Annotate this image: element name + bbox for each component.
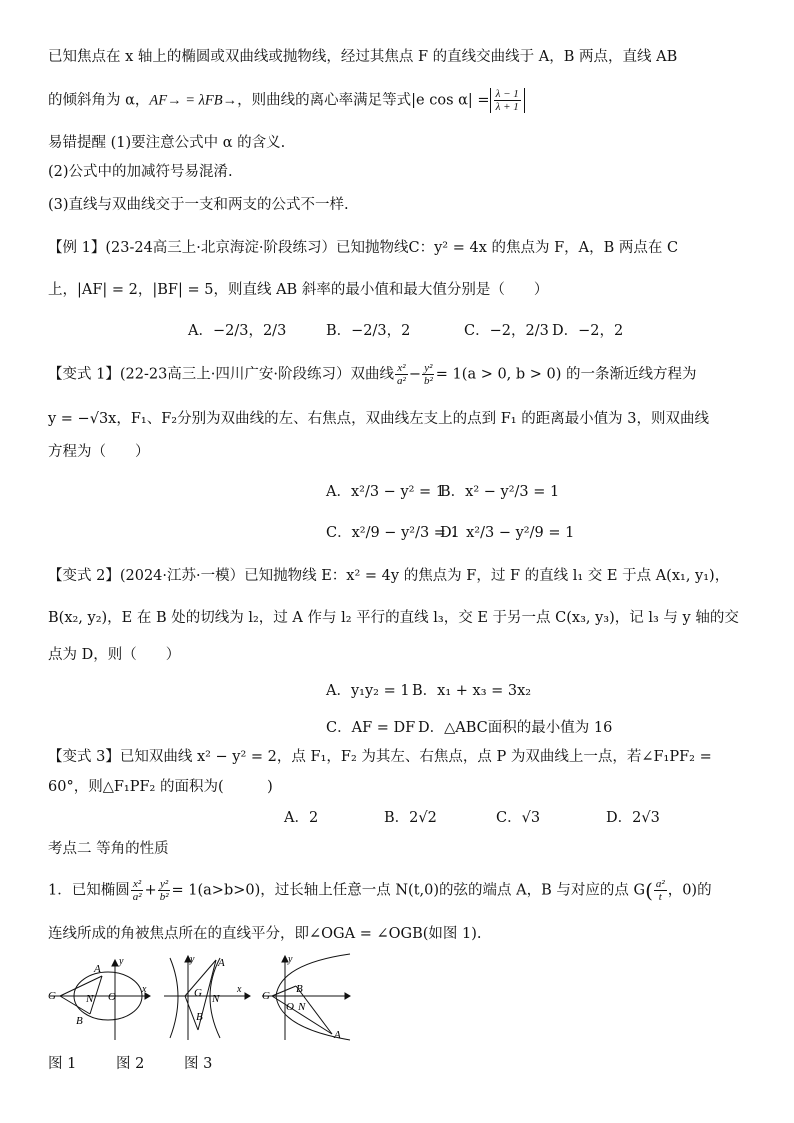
var3-line-1: 【变式 3】已知双曲线 x² − y² = 2，点 F₁，F₂ 为其左、右焦点，点 P 为双曲线上一点，若∠F₁PF₂ = [48, 749, 712, 765]
caption-fig-2: 图 2 [116, 1056, 145, 1072]
fig2-label-a: A [218, 957, 225, 969]
var2-option-c: C．AF = DF [326, 720, 416, 736]
ex1-line-1: 【例 1】(23-24高三上·北京海淀·阶段练习）已知抛物线C：y² = 4x 的焦点为 F，A，B 两点在 C [48, 240, 679, 256]
var2-option-d: D．△ABC面积的最小值为 16 [418, 720, 613, 736]
fig3-label-g: G [262, 990, 270, 1002]
kd2-line-1a: 1．已知椭圆 [48, 882, 130, 899]
ex1-option-b: B．−2/3，2 [326, 323, 411, 339]
var1-option-b: B．x² − y²/3 = 1 [440, 484, 560, 500]
tip-1: 易错提醒 (1)要注意公式中 α 的含义. [48, 135, 286, 151]
var2-line-1: 【变式 2】(2024·江苏·一模）已知抛物线 E：x² = 4y 的焦点为 F，过 F 的直线 l₁ 交 E 于点 A(x₁, y₁)， [48, 568, 730, 584]
ex1-option-c: C．−2，2/3 [464, 323, 549, 339]
intro-line-2 [48, 88, 525, 113]
fig1-label-y: y [119, 956, 124, 967]
fig2-label-x: x [237, 984, 242, 995]
caption-fig-1: 图 1 [48, 1056, 77, 1072]
fig3-label-b: B [296, 983, 303, 995]
fig1-label-a: A [94, 963, 101, 975]
var2-line-2: B(x₂, y₂)，E 在 B 处的切线为 l₂，过 A 作与 l₂ 平行的直线 l₃，交 E 于另一点 C(x₃, y₃)，记 l₃ 与 y 轴的交 [48, 610, 739, 626]
tip-2: (2)公式中的加减符号易混淆. [48, 164, 233, 180]
var1-line-1b: = 1(a > 0, b > 0) 的一条渐近线方程为 [435, 366, 697, 383]
intro-line-1: 已知焦点在 x 轴上的椭圆或双曲线或抛物线，经过其焦点 F 的直线交曲线于 A，B 两点，直线 AB [48, 49, 678, 65]
fig1-label-n: N [86, 993, 94, 1005]
kd2-line-1c: ，0)的 [667, 882, 712, 899]
var3-option-d: D．2√3 [606, 810, 660, 826]
var1-option-c: C．x²/9 − y²/3 = 1 [326, 525, 460, 541]
var1-option-d: D．x²/3 − y²/9 = 1 [440, 525, 575, 541]
abs-fraction [490, 88, 525, 113]
fig3-label-o: O [286, 1001, 294, 1013]
tip-3: (3)直线与双曲线交于一支和两支的公式不一样. [48, 197, 349, 213]
kd2-line-1: 1．已知椭圆 $\frac{\text{x²}}{\text{a²}}$ + $\frac{\text{y²}}{\text{b²}}$ = 1(a>b>0)，过长轴上任意一点 N(t,0)的弦的端点 A，B 与对应的点 G( $\frac{\text{a²}}{t}$ ，0)的 [48, 878, 712, 903]
ex1-option-a: A．−2/3，2/3 [188, 323, 287, 339]
var1-line-3: 方程为（ ） [48, 444, 150, 460]
frac-denominator: λ + 1 [495, 101, 519, 113]
ex1-option-d: D．−2，2 [552, 323, 624, 339]
section-title: 考点二 等角的性质 [48, 841, 169, 857]
frac-numerator: λ − 1 [495, 88, 519, 100]
fig1-label-x: x [142, 984, 147, 995]
kd2-line-2: 连线所成的角被焦点所在的直线平分，即∠OGA = ∠OGB(如图 1). [48, 926, 482, 942]
fig1-label-g: G [48, 990, 56, 1002]
intro-line-2b: ，则曲线的离心率满足等式|e cos α| = [237, 92, 490, 109]
var3-option-a: A．2 [284, 810, 319, 826]
kd2-line-1b: = 1(a>b>0)，过长轴上任意一点 N(t,0)的弦的端点 A，B 与对应的点 G [171, 882, 646, 899]
vector-relation: AF→ = λFB→ [149, 92, 238, 109]
fig3-label-n: N [298, 1001, 306, 1013]
fig2-label-b: B [196, 1011, 203, 1023]
var1-line-1: 【变式 1】(22-23高三上·四川广安·阶段练习）双曲线 $\frac{\text{x²}}{\text{a²}}$ − $\frac{\text{y²}}{\text{b²}}$ = 1(a > 0, b > 0) 的一条渐近线方程为 [48, 362, 697, 387]
intro-line-2a: 的倾斜角为 α， [48, 92, 150, 109]
figure-2 [164, 956, 250, 1040]
figures [40, 952, 360, 1044]
fig3-label-a: A [334, 1029, 341, 1041]
var1-option-a: A．x²/3 − y² = 1 [326, 484, 446, 500]
var3-option-c: C．√3 [496, 810, 541, 826]
var1-line-1a: 【变式 1】(22-23高三上·四川广安·阶段练习）双曲线 [48, 366, 395, 383]
caption-fig-3: 图 3 [184, 1056, 213, 1072]
var3-option-b: B．2√2 [384, 810, 437, 826]
var2-option-a: A．y₁y₂ = 1 [326, 683, 410, 699]
fig3-label-y: y [288, 954, 293, 965]
var1-line-2: y = −√3x，F₁、F₂分别为双曲线的左、右焦点，双曲线左支上的点到 F₁ 的距离最小值为 3，则双曲线 [48, 411, 710, 427]
fig2-label-y: y [190, 954, 195, 965]
fig2-label-g: G [194, 987, 202, 999]
var2-line-3: 点为 D，则（ ） [48, 647, 181, 663]
ex1-line-2: 上，|AF| = 2，|BF| = 5，则直线 AB 斜率的最小值和最大值分别是（ ） [48, 282, 549, 298]
fig1-label-b: B [76, 1015, 83, 1027]
var2-option-b: B．x₁ + x₃ = 3x₂ [412, 683, 532, 699]
var3-line-2: 60°，则△F₁PF₂ 的面积为( ) [48, 779, 273, 795]
fig1-label-o: O [108, 991, 116, 1003]
fig2-label-n: N [212, 993, 220, 1005]
figure-3 [262, 954, 350, 1040]
